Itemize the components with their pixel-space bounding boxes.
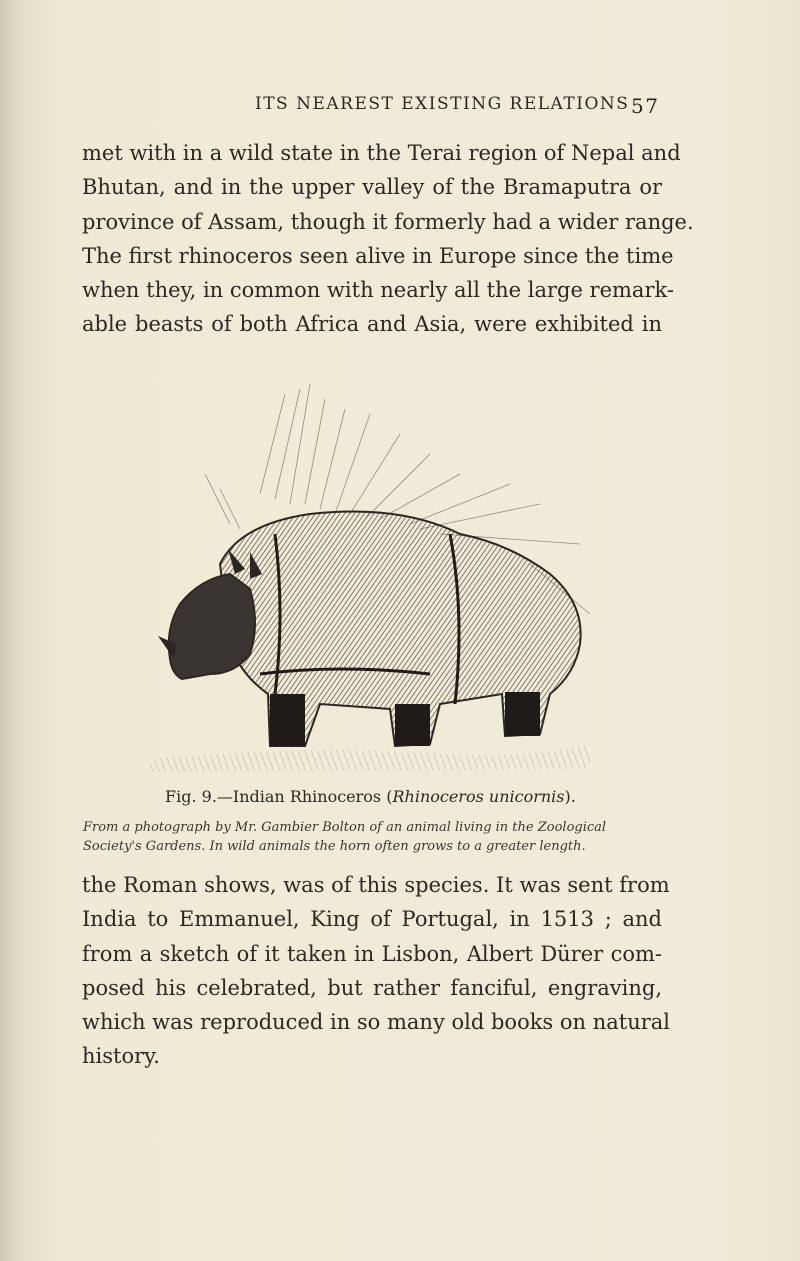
text-line: met with in a wild state in the Terai region of Nepal and: [82, 141, 681, 165]
figure-caption: [165, 787, 625, 806]
paragraph-1: [82, 136, 694, 342]
caption-suffix: ).: [564, 787, 576, 806]
figure-credit: [83, 818, 663, 856]
text-line: when they, in common with nearly all the large remark-: [82, 278, 674, 303]
caption-prefix: Fig. 9.—Indian Rhinoceros (: [165, 787, 393, 806]
text-line: history.: [82, 1044, 160, 1069]
text-line: from a sketch of it taken in Lisbon, Albert Dürer com-: [82, 941, 662, 966]
credit-line: From a photograph by Mr. Gambier Bolton of an animal living in the Zoological: [83, 820, 607, 835]
text-line: which was reproduced in so many old books on natural: [82, 1010, 671, 1035]
text-line: India to Emmanuel, King of Portugal, in 1513 ; and: [82, 907, 662, 932]
text-line: The first rhinoceros seen alive in Europe since the time: [82, 243, 674, 268]
paragraph-2: [82, 868, 671, 1074]
text-line: posed his celebrated, but rather fanciful, engraving,: [82, 975, 662, 1000]
text-line: the Roman shows, was of this species. It was sent from: [82, 873, 670, 897]
caption-species: Rhinoceros unicornis: [392, 787, 565, 806]
text-line: Bhutan, and in the upper valley of the Bramaputra or: [82, 175, 662, 200]
credit-line: Society's Gardens. In wild animals the horn often grows to a greater length.: [83, 839, 586, 854]
page-number: 57: [631, 94, 660, 118]
text-line: able beasts of both Africa and Asia, were exhibited in: [82, 312, 662, 337]
rhinoceros-illustration: [110, 374, 630, 774]
header-title: ITS NEAREST EXISTING RELATIONS: [255, 94, 630, 114]
text-line: province of Assam, though it formerly had a wider range.: [82, 209, 694, 234]
